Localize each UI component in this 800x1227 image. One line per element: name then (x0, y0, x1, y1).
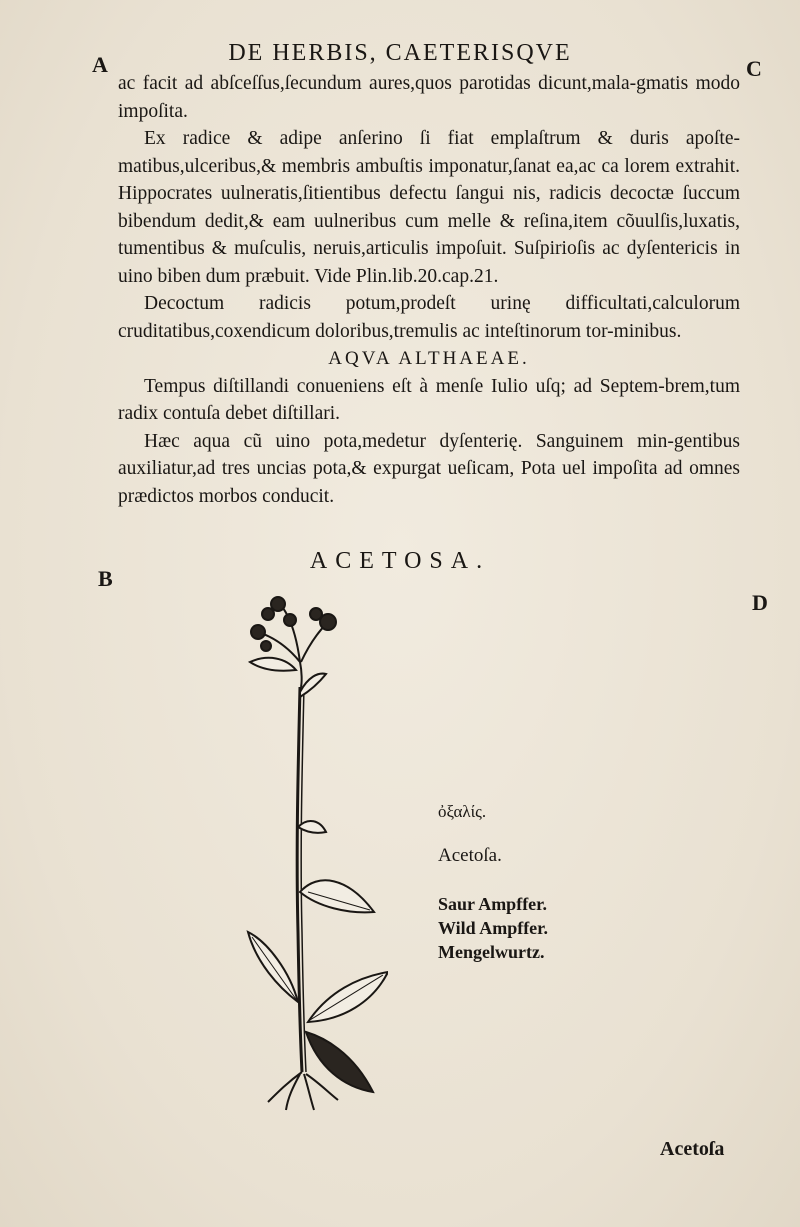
paragraph-2: Ex radice & adipe anſerino ſi fiat emplaſtrum & duris apoſte-matibus,ulceribus,& membris ambuſtis imponatur,ſanat ea,ac ca lorem extrahit. Hippocrates uulneratis,ſitientibus defectu ſangui nis, radicis decoctæ ſuccum bibendum dedit,& eam uulneribus cum melle & reſina,item cõuulſis,luxatis, tumentibus & muſculis, neruis,articulis impoſuit. Suſpirioſis ac dyſentericis in uino biben dum præbuit. Vide Plin.lib.20.cap.21. (118, 128, 740, 287)
paragraph-4: Tempus diſtillandi conueniens eſt à menſe Iulio uſq; ad Septem-brem,tum radix contuſa debet diſtillari. (118, 375, 740, 424)
german-name-3: Mengelwurtz. (438, 942, 545, 962)
paragraph-1: ac facit ad abſceſſus,ſecundum aures,quos parotidas dicunt,mala-gmatis modo impoſita. (118, 73, 740, 122)
margin-marker-c: C (746, 56, 762, 81)
running-head: DE HERBIS, CAETERISQVE (228, 40, 572, 66)
margin-marker-d: D (752, 590, 768, 615)
margin-marker-a: A (92, 52, 108, 77)
subheading: AQVA ALTHAEAE. (328, 348, 530, 369)
german-names (438, 892, 548, 964)
german-name-2: Wild Ampffer. (438, 918, 549, 938)
acetosa-woodcut-illustration (238, 592, 388, 1112)
paragraph-3: Decoctum radicis potum,prodeſt urinę difficultati,calculorum cruditatibus,coxendicum doloribus,tremulis ac inteſtinorum tor-minibus. (118, 293, 740, 342)
greek-name: ὀξαλίς. (438, 802, 487, 821)
latin-name: Acetoſa. (438, 845, 502, 866)
margin-marker-b: B (98, 566, 113, 591)
german-name-1: Saur Ampffer. (438, 894, 548, 914)
catchword: Acetoſa (660, 1138, 725, 1160)
section-title: ACETOSA. (309, 548, 491, 574)
paragraph-5: Hæc aqua cũ uino pota,medetur dyſenterię. Sanguinem min-gentibus auxiliatur,ad tres uncias pota,& expurgat ueſicam, Pota uel impoſita ad omnes prædictos morbos conducit. (118, 430, 740, 507)
main-text (118, 70, 740, 510)
